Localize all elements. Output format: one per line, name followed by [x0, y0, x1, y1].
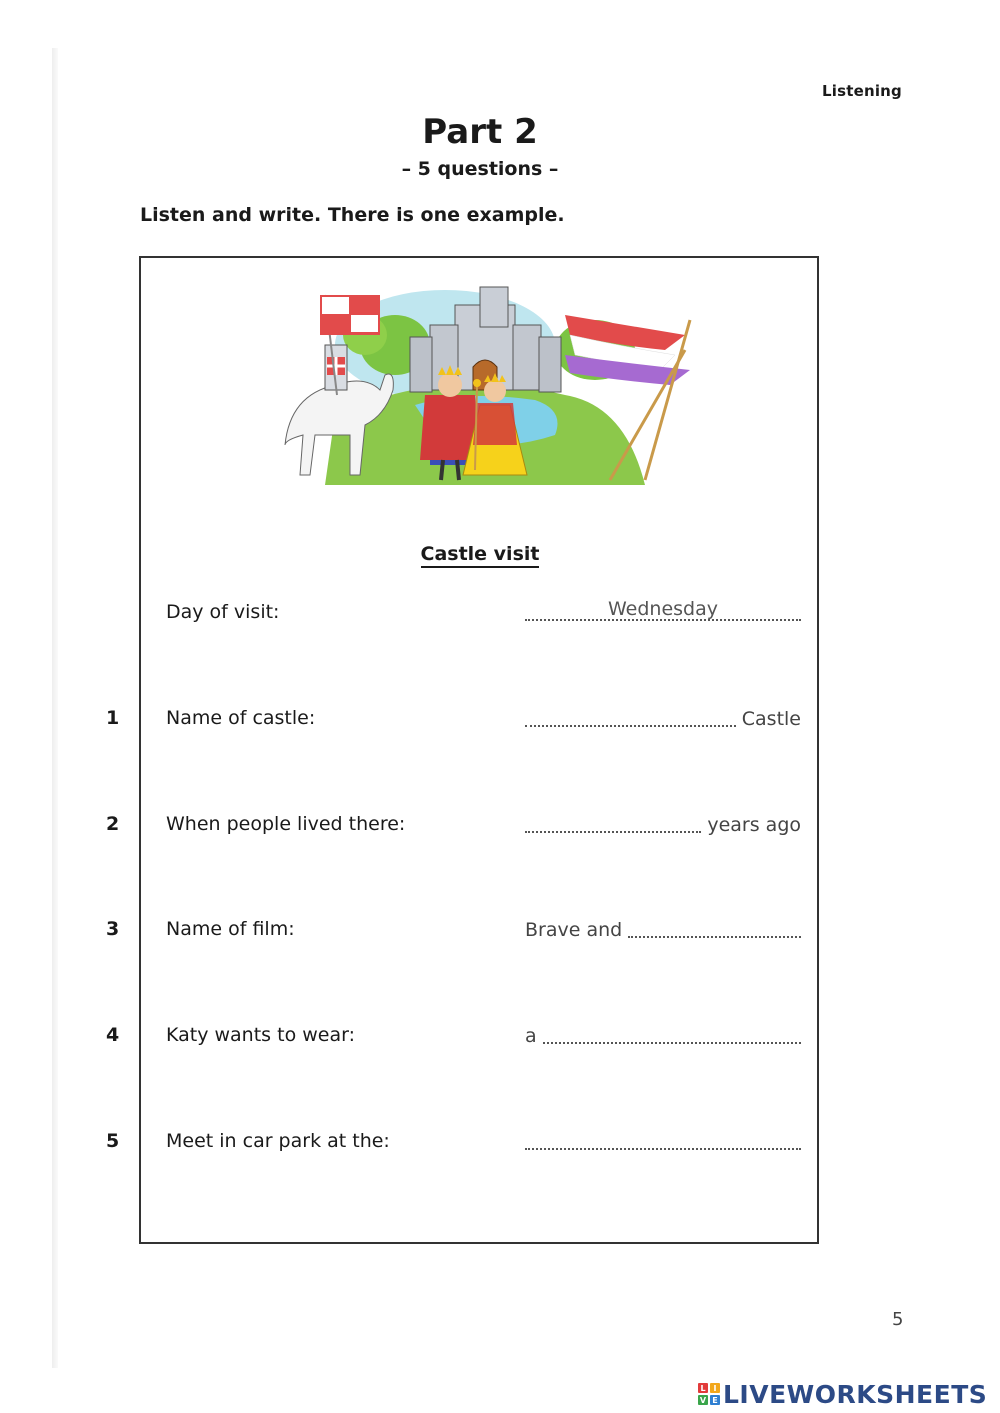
question-label: Katy wants to wear: — [166, 1024, 355, 1046]
question-label: Meet in car park at the: — [166, 1130, 390, 1152]
question-number: 1 — [106, 707, 120, 729]
question-number: 3 — [106, 918, 120, 940]
page-subtitle: – 5 questions – — [401, 158, 559, 180]
example-answer: Wednesday — [525, 601, 801, 621]
answer-field-5[interactable] — [525, 1127, 801, 1153]
answer-prefix: Brave and — [525, 919, 623, 941]
castle-illustration — [265, 275, 705, 485]
question-number: 4 — [106, 1024, 120, 1046]
answer-field-2[interactable] — [525, 810, 801, 836]
liveworksheets-watermark[interactable] — [698, 1378, 987, 1410]
page-edge-shadow — [52, 48, 58, 1368]
answer-suffix: Castle — [741, 708, 801, 730]
answer-prefix: a — [525, 1025, 537, 1047]
question-label: Name of film: — [166, 918, 295, 940]
answer-blank[interactable] — [628, 918, 801, 938]
answer-blank[interactable] — [525, 1130, 801, 1150]
form-title: Castle visit — [0, 543, 960, 565]
page-number: 5 — [892, 1309, 904, 1330]
answer-suffix: years ago — [707, 814, 801, 836]
example-answer-field — [525, 598, 801, 624]
question-number: 2 — [106, 813, 120, 835]
watermark-text: LIVEWORKSHEETS — [723, 1379, 988, 1409]
section-label: Listening — [821, 82, 902, 100]
page-title: Part 2 — [422, 112, 538, 152]
question-label: Name of castle: — [166, 707, 316, 729]
example-label: Day of visit: — [166, 601, 280, 623]
liveworksheets-logo-icon: L I V E — [698, 1383, 720, 1405]
answer-blank[interactable] — [543, 1024, 801, 1044]
answer-field-3[interactable] — [525, 915, 801, 941]
instruction-text: Listen and write. There is one example. — [140, 204, 565, 226]
answer-blank[interactable] — [525, 707, 736, 727]
answer-blank[interactable] — [525, 813, 701, 833]
question-label: When people lived there: — [166, 813, 406, 835]
answer-field-1[interactable] — [525, 704, 801, 730]
question-number: 5 — [106, 1130, 120, 1152]
answer-field-4[interactable] — [525, 1021, 801, 1047]
